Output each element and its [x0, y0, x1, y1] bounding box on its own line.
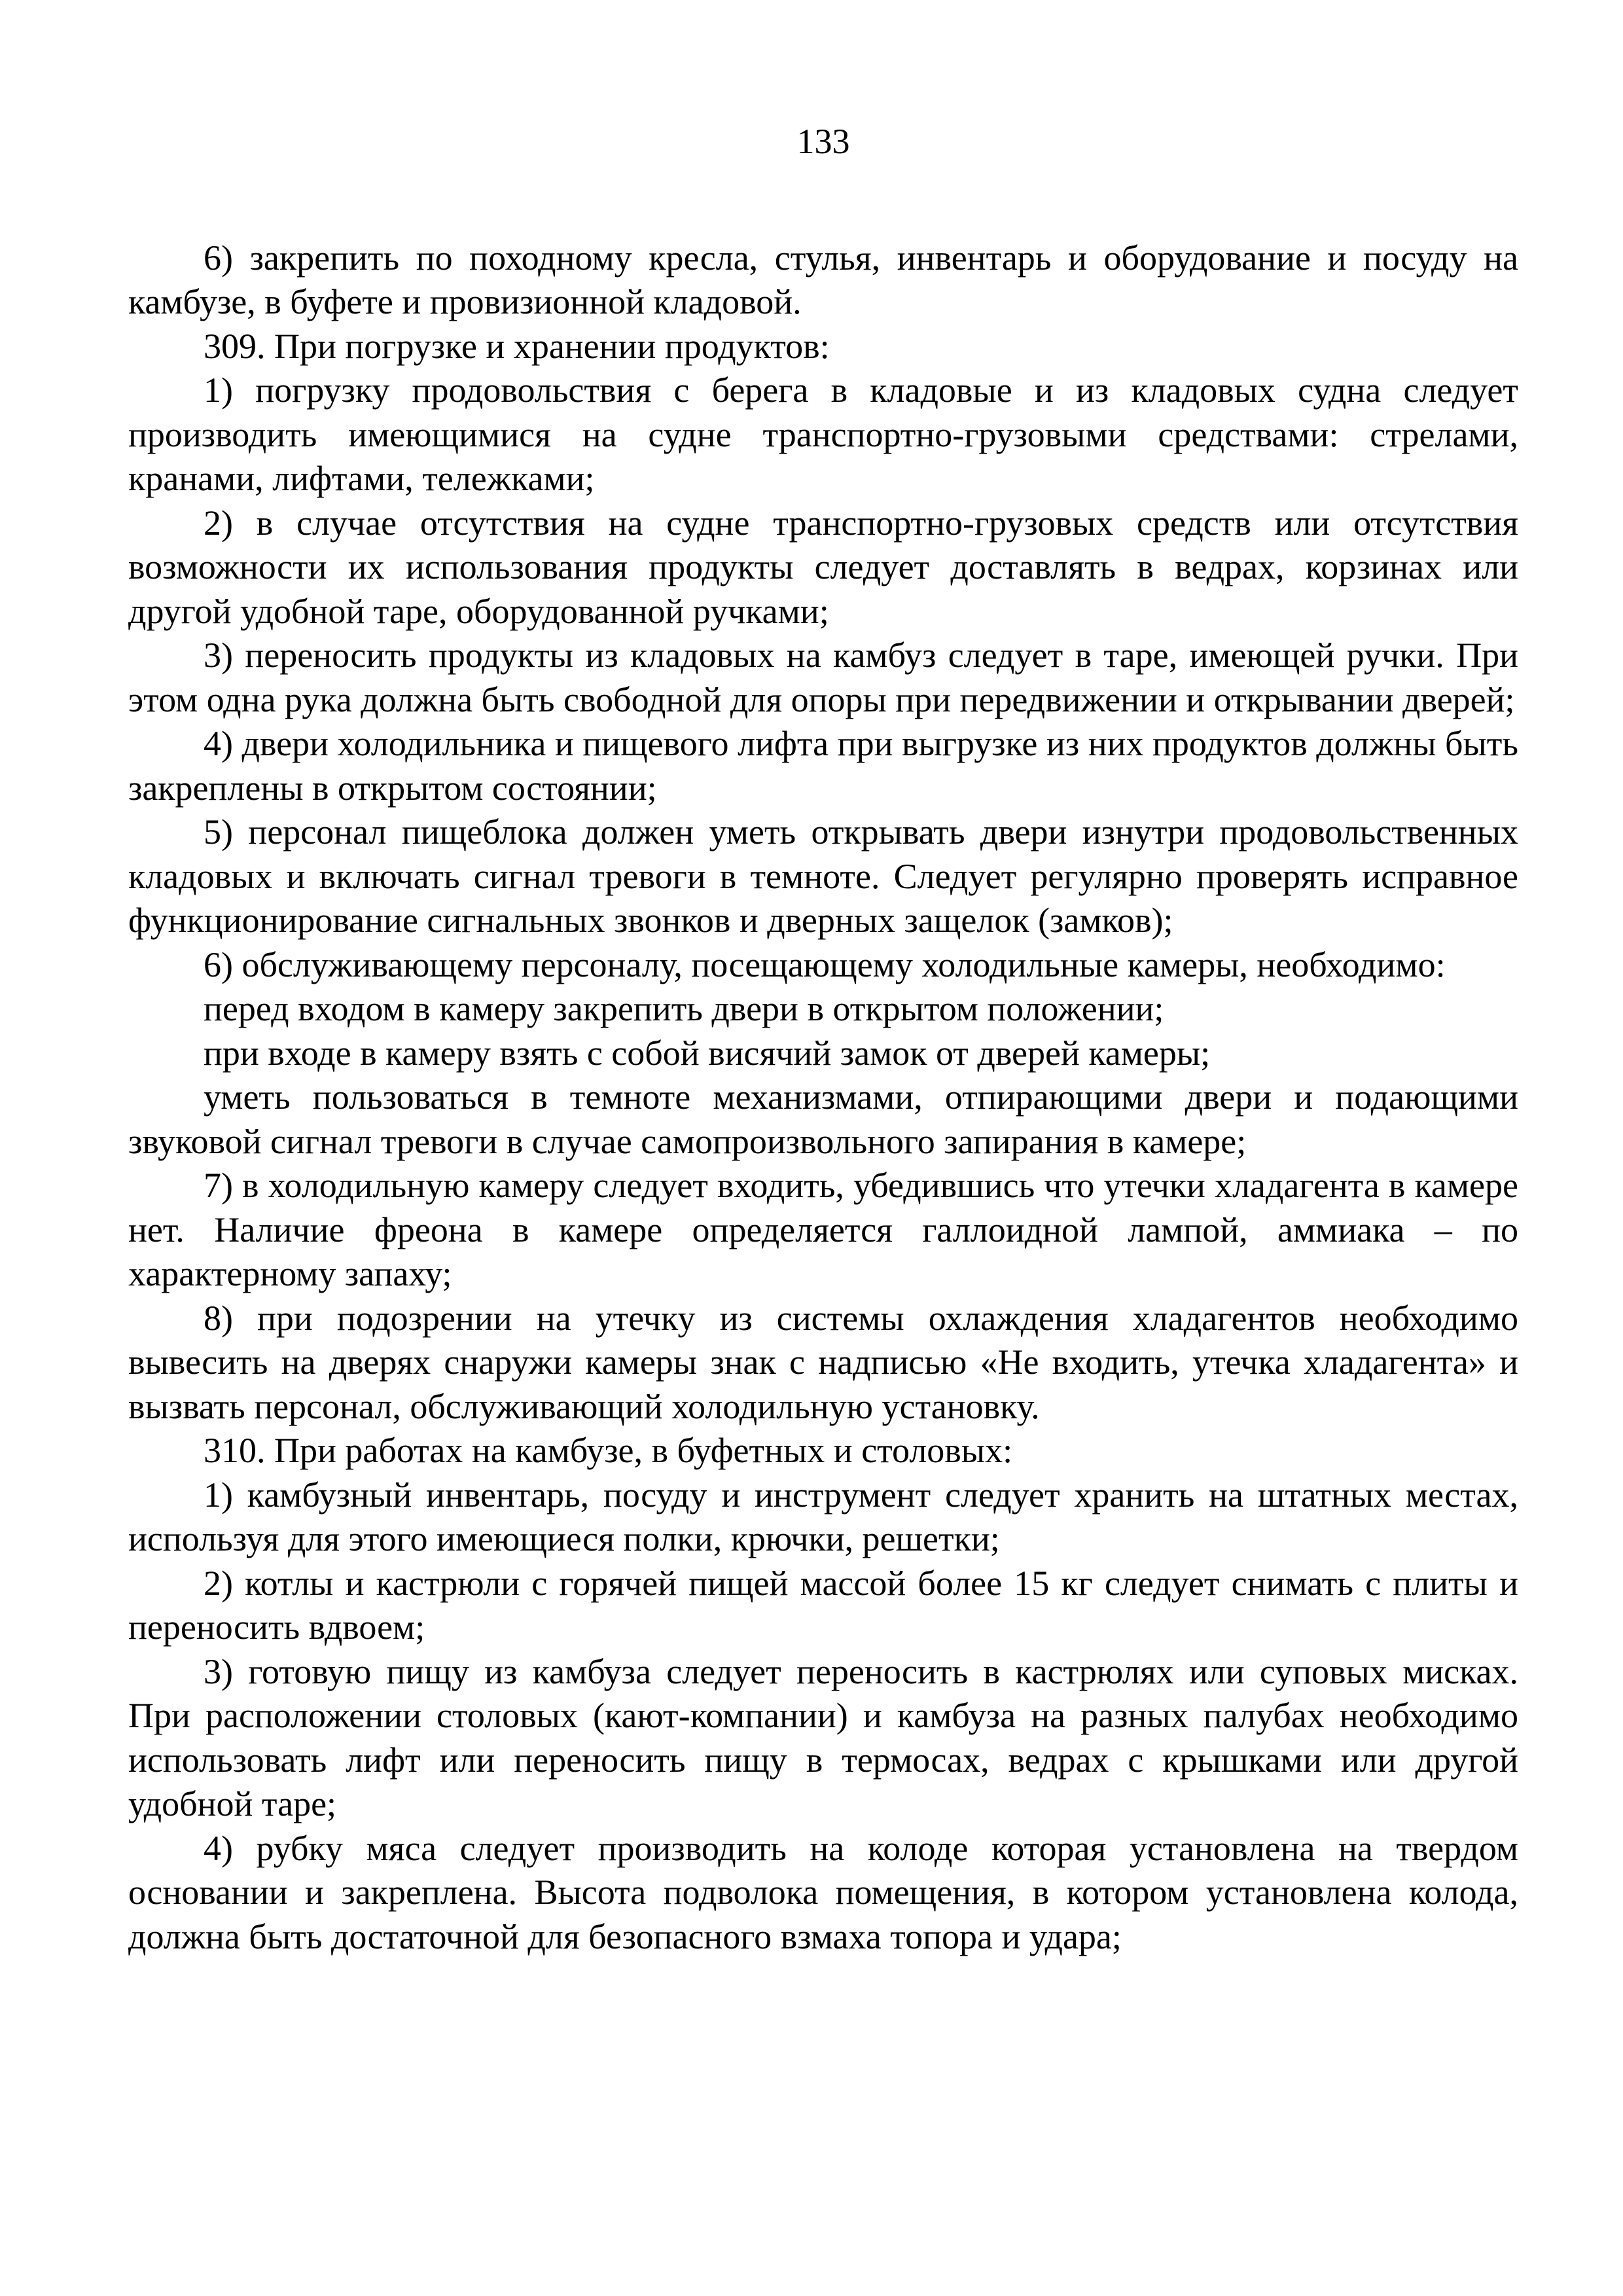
- page-text: [128, 120, 1518, 1959]
- paragraph: 1) погрузку продовольствия с берега в кладовые и из кладовых судна следует производить имеющимися на судне транспортно-грузовыми средствами: стрелами, кранами, лифтами, тележками;: [128, 370, 1518, 498]
- paragraph: 1) камбузный инвентарь, посуду и инструмент следует хранить на штатных местах, используя для этого имеющиеся полки, крючки, решетки;: [128, 1475, 1518, 1558]
- paragraph: 3) готовую пищу из камбуза следует переносить в кастрюлях или суповых мисках. При расположении столовых (кают-компании) и камбуза на разных палубах необходимо использовать лифт или переносить пищу в термосах, ведрах с крышками или другой удобной таре;: [128, 1651, 1518, 1823]
- paragraph: уметь пользоваться в темноте механизмами, отпирающими двери и подающими звуковой сигнал тревоги в случае самопроизвольного запирания в камере;: [128, 1077, 1518, 1161]
- page-number: 133: [796, 122, 850, 161]
- paragraph: 5) персонал пищеблока должен уметь открывать двери изнутри продовольственных кладовых и включать сигнал тревоги в темноте. Следует регулярно проверять исправное функционирование сигнальных звонков и дверных защелок (замков);: [128, 812, 1518, 940]
- paragraph: 2) в случае отсутствия на судне транспортно-грузовых средств или отсутствия возможности их использования продукты следует доставлять в ведрах, корзинах или другой удобной таре, оборудованной ручками;: [128, 503, 1518, 631]
- paragraph: при входе в камеру взять с собой висячий замок от дверей камеры;: [204, 1033, 1211, 1073]
- paragraph: 7) в холодильную камеру следует входить, убедившись что утечки хладагента в камере нет. Наличие фреона в камере определяется галлоидной лампой, аммиака – по характерному запаху;: [128, 1166, 1518, 1293]
- paragraph: 3) переносить продукты из кладовых на камбуз следует в таре, имеющей ручки. При этом одна рука должна быть свободной для опоры при передвижении и открывании дверей;: [128, 636, 1518, 719]
- paragraph: 2) котлы и кастрюли с горячей пищей массой более 15 кг следует снимать с плиты и переносить вдвоем;: [128, 1563, 1518, 1647]
- paragraph: 310. При работах на камбузе, в буфетных и столовых:: [204, 1431, 1013, 1470]
- paragraph: перед входом в камеру закрепить двери в открытом положении;: [204, 989, 1164, 1028]
- paragraph: 6) закрепить по походному кресла, стулья, инвентарь и оборудование и посуду на камбузе, в буфете и провизионной кладовой.: [128, 238, 1518, 321]
- paragraph: 6) обслуживающему персоналу, посещающему холодильные камеры, необходимо:: [204, 944, 1446, 984]
- paragraph: 309. При погрузке и хранении продуктов:: [204, 326, 830, 366]
- paragraph: 8) при подозрении на утечку из системы охлаждения хладагентов необходимо вывесить на дверях снаружи камеры знак с надписью «Не входить, утечка хладагента» и вызвать персонал, обслуживающий холодильную установку.: [128, 1298, 1518, 1426]
- paragraph: 4) рубку мяса следует производить на колоде которая установлена на твердом основании и закреплена. Высота подволока помещения, в котором установлена колода, должна быть достаточной для безопасного взмаха топора и удара;: [128, 1828, 1518, 1956]
- paragraph: 4) двери холодильника и пищевого лифта при выгрузке из них продуктов должны быть закреплены в открытом состоянии;: [128, 724, 1518, 808]
